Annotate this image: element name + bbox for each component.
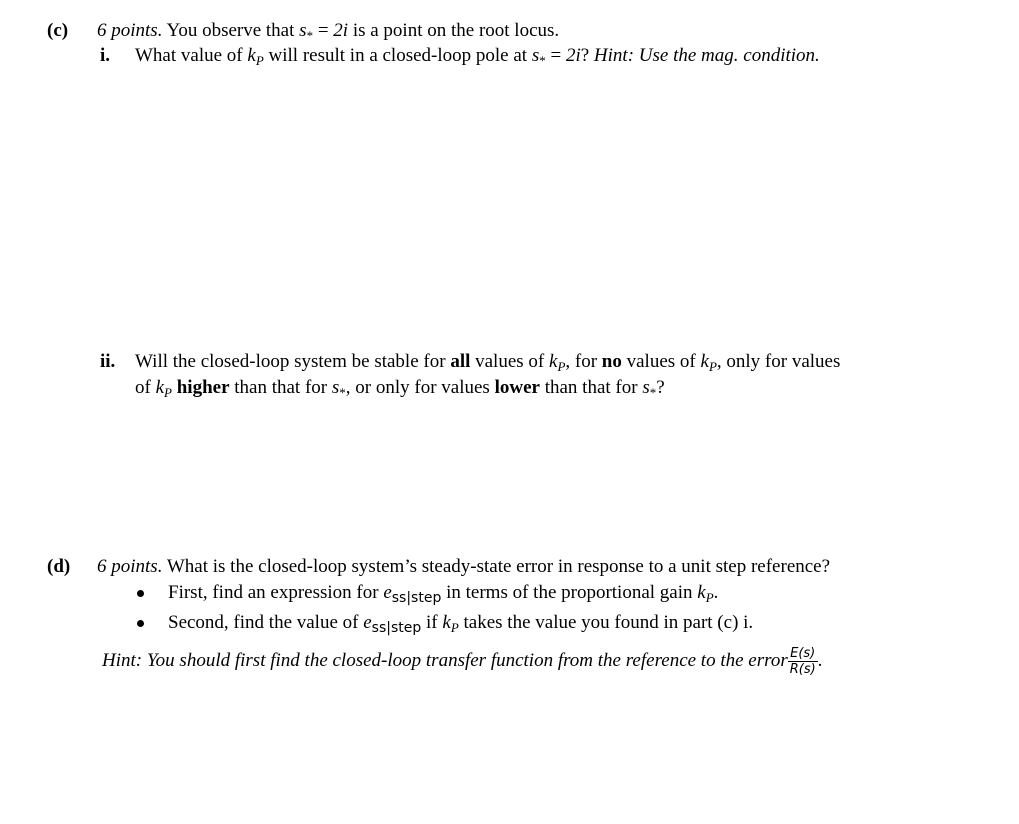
intro-text: You observe that — [166, 20, 300, 41]
bullet1-text: . — [713, 582, 719, 603]
kp-symbol: k — [155, 377, 165, 398]
kp-sub: P — [705, 590, 714, 605]
star-sub: * — [649, 385, 657, 400]
kp-sub: P — [255, 53, 264, 68]
part-d-points: 6 points. — [97, 556, 163, 577]
q2-number: ii. — [100, 351, 116, 372]
star-sub: * — [339, 385, 346, 400]
hint-end: . — [817, 650, 823, 671]
q2-text: , or only for values — [345, 377, 495, 398]
q2-no: no — [601, 351, 622, 372]
bullet-icon — [137, 590, 144, 597]
bullet-icon — [137, 620, 144, 627]
kp-sub: P — [708, 359, 717, 374]
q2-text: values of — [621, 351, 701, 372]
q2-text: , only for values — [716, 351, 841, 372]
q2-all: all — [450, 351, 471, 372]
ess-sub: ss|step — [371, 620, 422, 636]
kp-sub: P — [450, 620, 459, 635]
root-value: 2i — [565, 45, 581, 66]
bullet1-text: First, find an expression for — [168, 582, 384, 603]
q2-text: of — [135, 377, 156, 398]
q1-text-c: ? — [580, 45, 590, 66]
bullet1-text: in terms of the proportional gain — [441, 582, 698, 603]
kp-symbol: k — [697, 582, 706, 603]
bullet2-text: takes the value you found in part (c) i. — [458, 612, 754, 633]
part-c-points: 6 points. — [97, 20, 163, 41]
intro-text-end: is a point on the root locus. — [348, 20, 560, 41]
part-d-label: (d) — [47, 556, 71, 577]
kp-sub: P — [164, 385, 172, 400]
equals: = — [545, 45, 566, 66]
ess-sub: ss|step — [391, 590, 442, 606]
part-c-q2 — [100, 350, 115, 374]
fraction-denominator: R(s) — [789, 662, 816, 678]
e-symbol: e — [363, 612, 372, 633]
bullet2-text: if — [421, 612, 443, 633]
s-star: s — [642, 377, 650, 398]
hint-text: Hint: You should first find the closed-loop transfer function from the reference to the error — [102, 650, 788, 671]
q2-text: than that for — [229, 377, 332, 398]
part-c-label: (c) — [47, 20, 69, 41]
transfer-fraction — [788, 646, 818, 677]
kp-symbol: k — [700, 351, 709, 372]
part-d-bullet1 — [168, 581, 718, 610]
part-d-header — [47, 555, 70, 579]
q1-hint: Hint: Use the mag. condition. — [589, 45, 820, 66]
root-value: 2i — [333, 20, 349, 41]
kp-symbol: k — [549, 351, 558, 372]
part-c-header — [47, 19, 68, 43]
q2-text: values of — [470, 351, 549, 372]
q1-text-b: will result in a closed-loop pole at — [263, 45, 532, 66]
kp-symbol: k — [247, 45, 256, 66]
q2-text: , for — [565, 351, 602, 372]
q2-text: Will the closed-loop system be stable for — [135, 351, 451, 372]
part-c-q2-line2 — [135, 376, 665, 405]
part-d-hint — [102, 645, 822, 677]
part-c-q1-text — [135, 44, 820, 73]
q2-text: ? — [656, 377, 665, 398]
bullet2-text: Second, find the value of — [168, 612, 364, 633]
star-sub: * — [306, 28, 314, 43]
s-star: s — [331, 377, 340, 398]
q1-text-a: What value of — [135, 45, 248, 66]
e-symbol: e — [383, 582, 392, 603]
star-sub: * — [539, 53, 546, 68]
part-d-question — [97, 555, 830, 579]
kp-sub: P — [557, 359, 566, 374]
part-d-question-text: What is the closed-loop system’s steady-state error in response to a unit step reference? — [162, 556, 831, 577]
q2-text: than that for — [539, 377, 643, 398]
q1-number: i. — [100, 45, 111, 66]
part-d-bullet2 — [168, 611, 753, 640]
part-c-q1 — [100, 44, 110, 68]
s-star: s — [299, 20, 307, 41]
fraction-numerator: E(s) — [788, 646, 818, 662]
part-c-q2-line1 — [135, 350, 840, 379]
kp-symbol: k — [442, 612, 451, 633]
q2-lower: lower — [494, 377, 540, 398]
equals: = — [313, 20, 334, 41]
s-star: s — [531, 45, 540, 66]
q2-higher: higher — [176, 377, 230, 398]
